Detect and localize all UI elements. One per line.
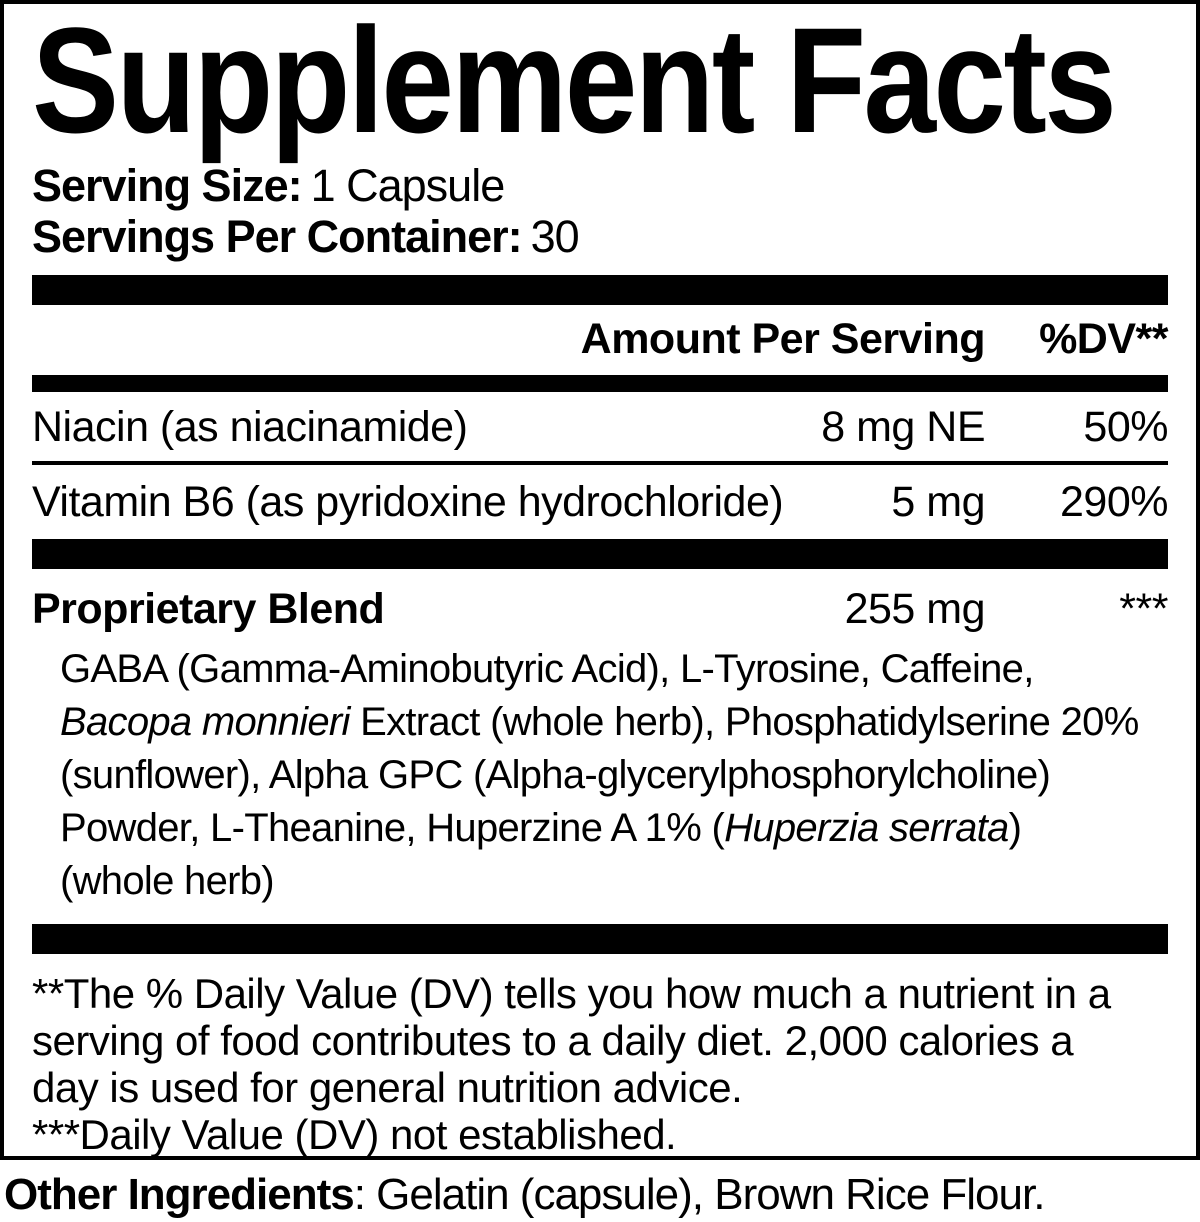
other-ingredients-line [0, 1170, 1200, 1220]
blend-ingredients-line [60, 643, 1168, 696]
page-title: Supplement Facts [32, 0, 1115, 164]
separator-bar-thick-bottom [32, 924, 1168, 954]
table-header-row [32, 305, 1168, 375]
blend-ingredients-line [60, 802, 1168, 855]
footnote-line: day is used for general nutrition advice. [32, 1064, 743, 1111]
servings-per-container-line [32, 211, 1168, 262]
servings-per-container-label: Servings Per Container: [32, 211, 522, 262]
servings-per-container-value: 30 [530, 211, 579, 262]
separator-bar-medium [32, 375, 1168, 392]
blend-text-italic: Bacopa monnieri [60, 700, 350, 744]
proprietary-blend-row [32, 585, 1168, 633]
footnote-line: **The % Daily Value (DV) tells you how much a nutrient in a [32, 970, 1111, 1017]
nutrient-name: Niacin (as niacinamide) [32, 403, 468, 451]
blend-text-italic: Huperzia serrata [724, 806, 1009, 850]
blend-text: (whole herb) [60, 859, 274, 903]
nutrient-dv: 50% [1083, 403, 1168, 451]
blend-text: Extract (whole herb), Phosphatidylserine 20% [349, 700, 1139, 744]
blend-ingredients-line [60, 696, 1168, 749]
serving-info [32, 160, 1168, 262]
header-percent-dv: %DV** [1039, 315, 1168, 363]
nutrient-dv: 290% [1060, 478, 1168, 526]
footnote-line: ***Daily Value (DV) not established. [32, 1111, 677, 1158]
blend-text: GABA (Gamma-Aminobutyric Acid), L-Tyrosine, Caffeine, [60, 647, 1034, 691]
blend-ingredients-line [60, 749, 1168, 802]
table-row [32, 465, 1168, 539]
blend-dv: *** [1119, 585, 1168, 633]
header-amount-per-serving: Amount Per Serving [580, 315, 985, 363]
separator-bar-thick-middle [32, 539, 1168, 569]
nutrient-name: Vitamin B6 (as pyridoxine hydrochloride) [32, 478, 784, 526]
blend-text: ) [1008, 806, 1022, 850]
other-ingredients-value: : Gelatin (capsule), Brown Rice Flour. [353, 1170, 1045, 1219]
blend-ingredients [32, 643, 1168, 908]
blend-ingredients-line [60, 855, 1168, 908]
blend-name: Proprietary Blend [32, 585, 385, 633]
other-ingredients-label: Other Ingredients [4, 1170, 354, 1219]
daily-value-footnote [32, 970, 1168, 1158]
serving-size-value: 1 Capsule [310, 160, 505, 211]
footnote-line: serving of food contributes to a daily diet. 2,000 calories a [32, 1017, 1074, 1064]
table-row [32, 392, 1168, 461]
nutrient-amount: 5 mg [891, 478, 985, 526]
nutrient-amount: 8 mg NE [821, 403, 985, 451]
serving-size-label: Serving Size: [32, 160, 302, 211]
separator-bar-thick-top [32, 275, 1168, 305]
blend-text: (sunflower), Alpha GPC (Alpha-glycerylphosphorylcholine) [60, 753, 1051, 797]
blend-text: Powder, L-Theanine, Huperzine A 1% ( [60, 806, 725, 850]
serving-size-line [32, 160, 1168, 211]
blend-amount: 255 mg [844, 585, 985, 633]
